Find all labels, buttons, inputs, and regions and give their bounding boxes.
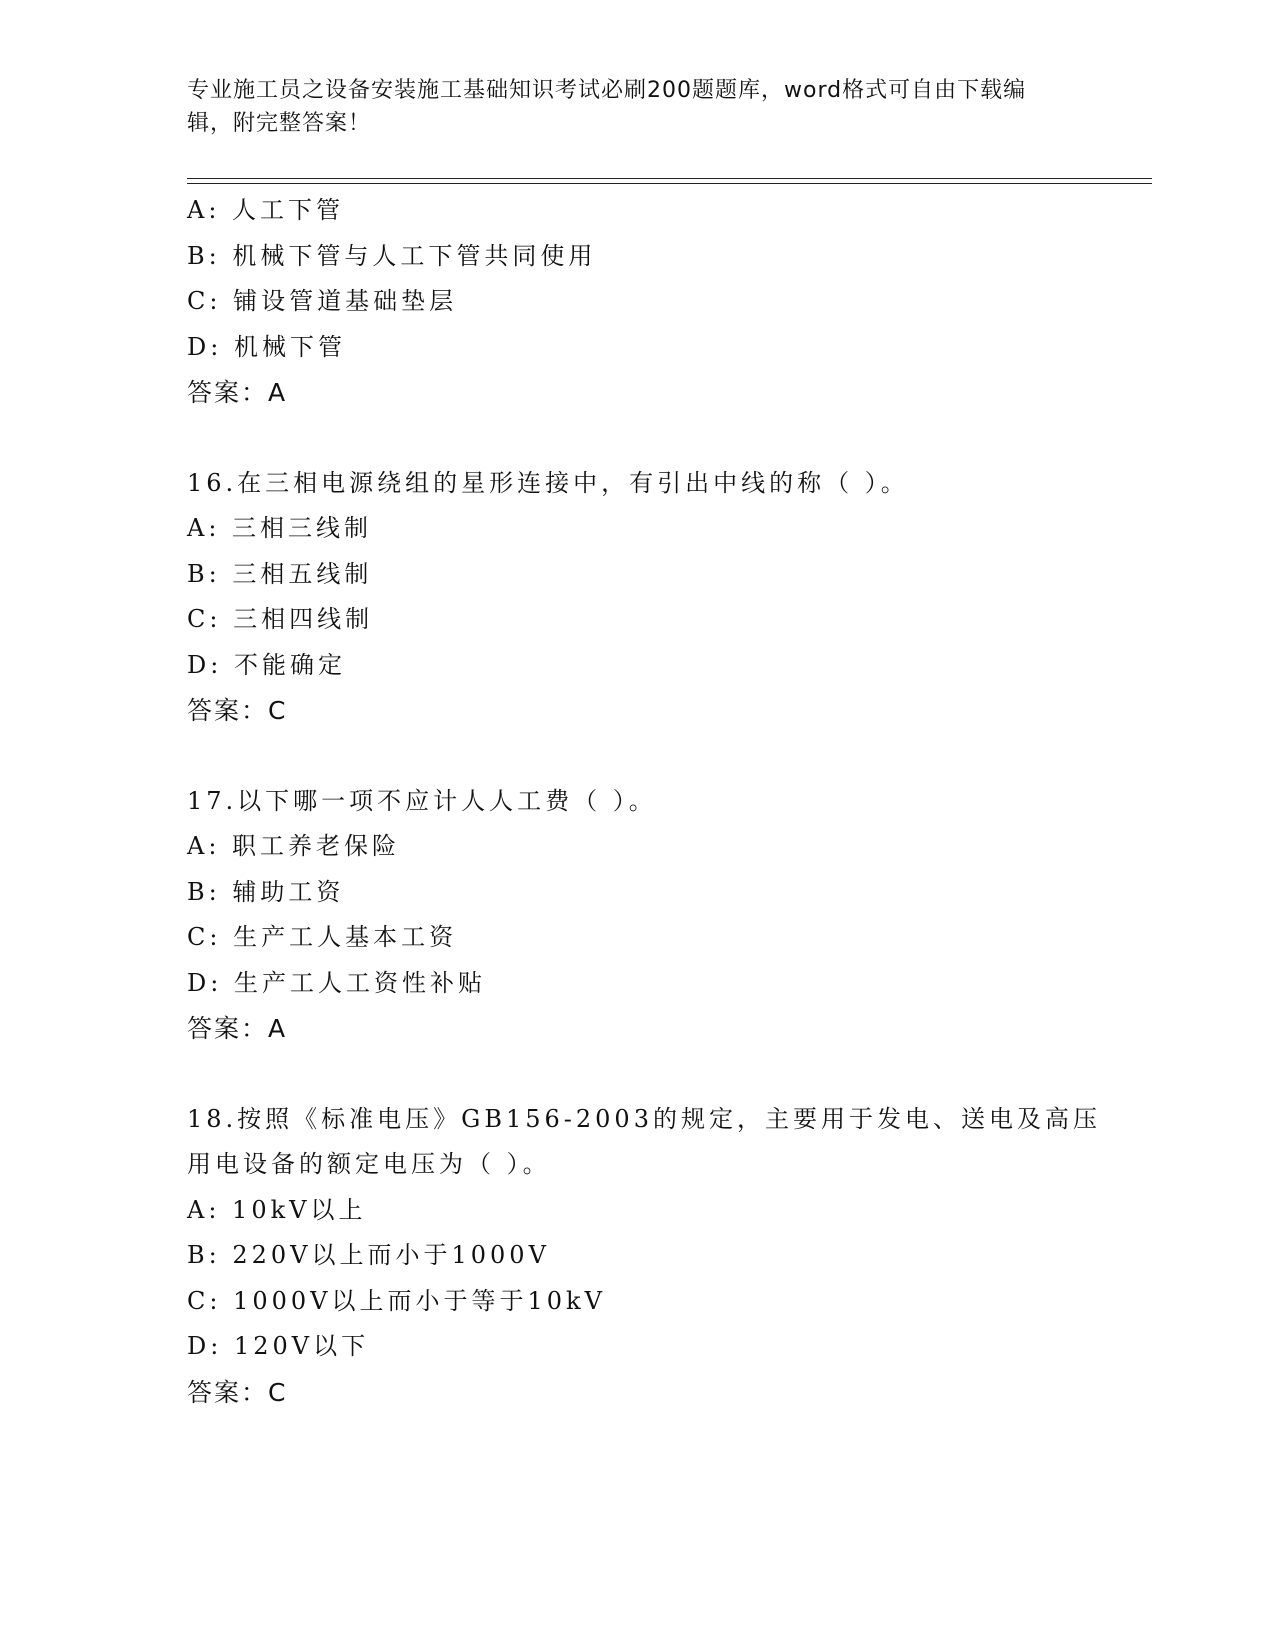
option-d: D: 生产工人工资性补贴	[187, 968, 486, 997]
answer-label: 答案：A	[187, 1014, 288, 1043]
header-double-rule	[187, 178, 1152, 184]
page-title: 专业施工员之设备安装施工基础知识考试必刷200题题库，word格式可自由下载编辑，附完整答案！	[187, 78, 1027, 136]
option-b: B: 220V以上而小于1000V	[187, 1241, 550, 1269]
option-a: A: 三相三线制	[187, 514, 373, 542]
answer-label: 答案：A	[187, 378, 288, 407]
question-stem: 18.按照《标准电压》GB156-2003的规定，主要用于发电、送电及高压用电设备的额定电压为（ ）。	[187, 1104, 1101, 1178]
option-a: A: 10kV以上	[187, 1195, 367, 1224]
option-d: D: 机械下管	[187, 332, 346, 361]
question-17	[187, 779, 1127, 1052]
option-c: C: 生产工人基本工资	[187, 923, 458, 951]
option-b: B: 机械下管与人工下管共同使用	[187, 241, 597, 270]
option-d: D: 不能确定	[187, 650, 346, 679]
question-15-continued	[187, 188, 1127, 416]
option-a: A: 人工下管	[187, 196, 345, 224]
option-b: B: 辅助工资	[187, 877, 345, 906]
question-list	[187, 188, 1127, 1415]
option-c: C: 铺设管道基础垫层	[187, 287, 458, 315]
option-c: C: 三相四线制	[187, 605, 374, 633]
question-stem: 17.以下哪一项不应计人人工费（ ）。	[187, 786, 657, 815]
option-d: D: 120V以下	[187, 1332, 370, 1360]
option-a: A: 职工养老保险	[187, 832, 401, 860]
question-16	[187, 461, 1127, 734]
option-b: B: 三相五线制	[187, 559, 373, 588]
answer-label: 答案：C	[187, 696, 288, 725]
page-header	[187, 74, 1067, 140]
question-stem: 16.在三相电源绕组的星形连接中，有引出中线的称（ ）。	[187, 468, 909, 497]
option-c: C: 1000V以上而小于等于10kV	[187, 1286, 606, 1315]
answer-label: 答案：C	[187, 1377, 288, 1407]
question-18	[187, 1097, 1127, 1416]
